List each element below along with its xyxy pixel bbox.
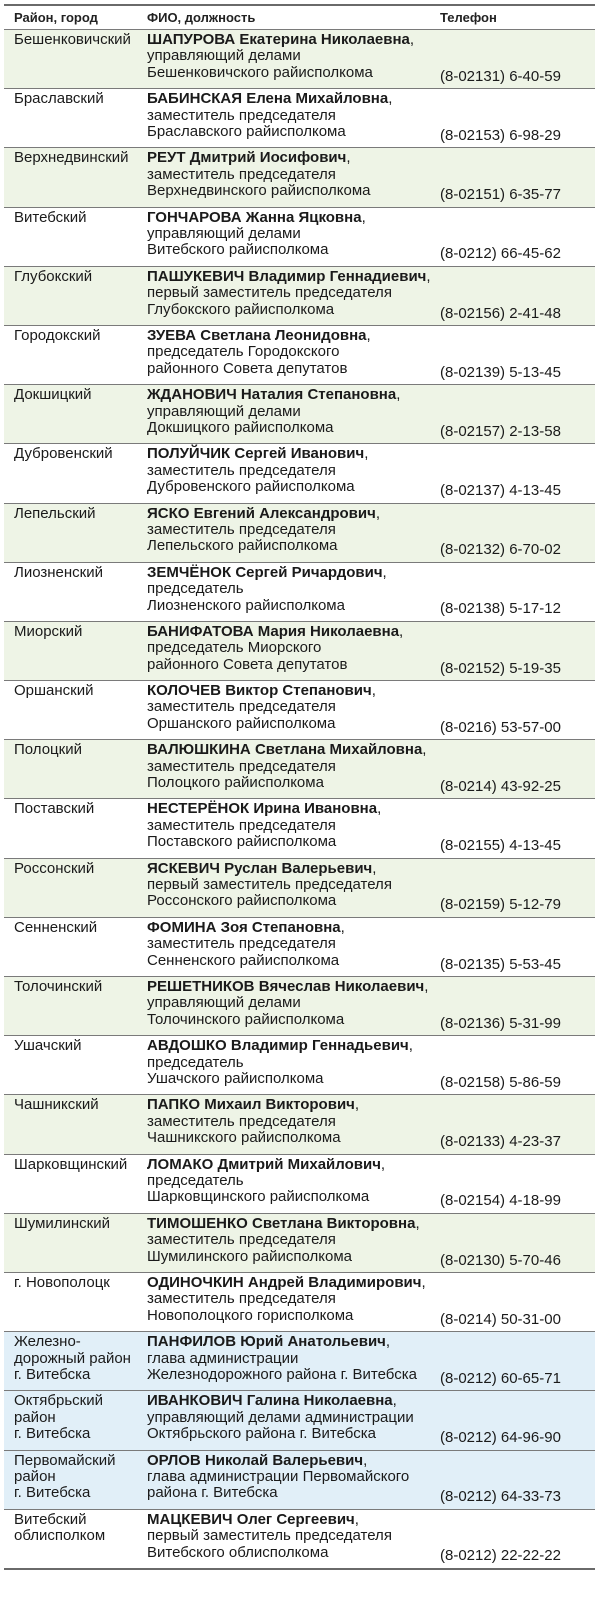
person-name: БАНИФАТОВА Мария Николаевна, <box>147 622 404 640</box>
person-position: заместитель председателя Полоцкого райисполкома <box>147 757 336 792</box>
region-cell: Лиозненский <box>14 563 104 581</box>
phone-number: (8-0214) 43-92-25 <box>440 778 561 796</box>
person-given-name: Олег Сергеевич <box>236 1510 355 1528</box>
phone-number: (8-02139) 5-13-45 <box>440 363 561 381</box>
person-cell <box>147 740 440 798</box>
person-surname: ОДИНОЧКИН <box>147 1273 244 1291</box>
region-cell: Сенненский <box>14 918 98 936</box>
person-cell <box>147 918 440 976</box>
region-cell: Глубокский <box>14 267 93 285</box>
person-position: первый заместитель председателя Россонского райисполкома <box>147 876 392 910</box>
person-name: ШАПУРОВА Екатерина Николаевна, <box>147 31 415 48</box>
person-cell <box>147 326 440 384</box>
person-cell <box>147 1332 440 1390</box>
region-cell: Бешенковичский <box>14 31 131 48</box>
region-cell: Шумилинский <box>14 1214 111 1232</box>
person-cell <box>147 89 440 147</box>
region-cell: Поставский <box>14 800 95 818</box>
phone-number: (8-02135) 5-53-45 <box>440 955 561 973</box>
person-position: председатель Миорского районного Совета депутатов <box>147 639 348 673</box>
person-surname: ВАЛЮШКИНА <box>147 741 251 759</box>
phone-number: (8-0212) 64-33-73 <box>440 1488 561 1506</box>
person-surname: БАБИНСКАЯ <box>147 90 243 108</box>
table-header <box>4 6 595 29</box>
person-name: ФОМИНА Зоя Степановна, <box>147 918 345 936</box>
table-row <box>4 976 595 1035</box>
person-surname: ЗЕМЧЁНОК <box>147 563 232 581</box>
person-given-name: Екатерина Николаевна <box>239 31 410 48</box>
phone-cell <box>440 89 595 147</box>
table-row <box>4 147 595 206</box>
table-row <box>4 207 595 266</box>
person-given-name: Дмитрий Иосифович <box>189 149 347 167</box>
region-cell: Оршанский <box>14 682 94 700</box>
person-name: ЖДАНОВИЧ Наталия Степановна, <box>147 386 401 404</box>
person-cell <box>147 622 440 680</box>
person-position: первый заместитель председателя Витебского облисполкома <box>147 1527 392 1561</box>
phone-number: (8-02131) 6-40-59 <box>440 67 561 85</box>
person-position: председатель Шарковщинского райисполкома <box>147 1171 370 1206</box>
person-position: заместитель председателя Верхнедвинского райисполкома <box>147 165 371 200</box>
phone-cell <box>440 563 595 621</box>
phone-cell <box>440 1510 595 1568</box>
phone-number: (8-02133) 4-23-37 <box>440 1133 561 1151</box>
phone-cell <box>440 622 595 680</box>
phone-number: (8-0216) 53-57-00 <box>440 718 561 736</box>
person-cell <box>147 977 440 1035</box>
phone-number: (8-02136) 5-31-99 <box>440 1014 561 1032</box>
phone-number: (8-02137) 4-13-45 <box>440 482 561 500</box>
person-given-name: Владимир Геннадьевич <box>230 1037 409 1055</box>
phone-cell <box>440 1391 595 1449</box>
person-name: ЛОМАКО Дмитрий Михайлович, <box>147 1155 386 1173</box>
person-name: ТИМОШЕНКО Светлана Викторовна, <box>147 1214 420 1232</box>
person-name: ЯСКО Евгений Александрович, <box>147 504 381 522</box>
person-position: заместитель председателя Оршанского райисполкома <box>147 698 336 732</box>
person-given-name: Михаил Викторович <box>204 1096 355 1114</box>
person-surname: ЯСКО <box>147 504 190 522</box>
person-cell <box>147 1095 440 1153</box>
table-row <box>4 1154 595 1213</box>
person-position: управляющий делами Докшицкого райисполкома <box>147 402 334 436</box>
person-surname: КОЛОЧЕВ <box>147 682 222 700</box>
phone-cell <box>440 1095 595 1153</box>
region-cell: Браславский <box>14 90 104 108</box>
person-surname: ТИМОШЕНКО <box>147 1214 248 1232</box>
person-position: первый заместитель председателя Глубокского райисполкома <box>147 284 392 318</box>
person-cell <box>147 148 440 206</box>
region-cell: Витебский облисполком <box>14 1510 106 1545</box>
person-surname: ГОНЧАРОВА <box>147 208 242 226</box>
person-surname: ПАПКО <box>147 1096 201 1114</box>
phone-cell <box>440 208 595 266</box>
person-cell <box>147 1155 440 1213</box>
person-surname: РЕУТ <box>147 149 186 167</box>
person-given-name: Сергей Ричардович <box>235 563 383 581</box>
region-cell: Шарковщинский <box>14 1155 128 1173</box>
contacts-table <box>4 4 595 1570</box>
table-row <box>4 680 595 739</box>
person-given-name: Дмитрий Михайлович <box>217 1155 381 1173</box>
table-row <box>4 88 595 147</box>
table-row <box>4 1213 595 1272</box>
person-cell <box>147 1214 440 1272</box>
person-cell <box>147 444 440 502</box>
person-given-name: Наталия Степановна <box>240 386 397 404</box>
person-surname: НЕСТЕРЁНОК <box>147 800 250 818</box>
region-cell: г. Новополоцк <box>14 1273 110 1291</box>
phone-cell <box>440 444 595 502</box>
person-position: управляющий делами Бешенковичского райисполкома <box>147 47 373 81</box>
person-name: ЗЕМЧЁНОК Сергей Ричардович, <box>147 563 387 581</box>
phone-number: (8-0212) 64-96-90 <box>440 1429 561 1447</box>
phone-number: (8-02130) 5-70-46 <box>440 1251 561 1269</box>
table-row <box>4 1390 595 1449</box>
phone-number: (8-02152) 5-19-35 <box>440 659 561 677</box>
person-cell <box>147 208 440 266</box>
person-cell <box>147 385 440 443</box>
phone-cell <box>440 385 595 443</box>
person-given-name: Ирина Ивановна <box>253 800 378 818</box>
phone-cell <box>440 267 595 325</box>
table-row <box>4 443 595 502</box>
person-position: заместитель председателя Браславского райисполкома <box>147 106 346 140</box>
phone-cell <box>440 148 595 206</box>
person-given-name: Руслан Валерьевич <box>224 859 373 877</box>
person-given-name: Евгений Александрович <box>193 504 376 522</box>
phone-cell <box>440 977 595 1035</box>
person-name: НЕСТЕРЁНОК Ирина Ивановна, <box>147 800 382 818</box>
person-name: ПАПКО Михаил Викторович, <box>147 1096 360 1114</box>
region-cell: Чашникский <box>14 1096 99 1114</box>
person-given-name: Николай Валерьевич <box>204 1451 364 1469</box>
region-cell: Первомайский район г. Витебска <box>14 1451 116 1502</box>
person-surname: ПОЛУЙЧИК <box>147 445 231 463</box>
person-cell <box>147 1273 440 1331</box>
person-cell <box>147 1036 440 1094</box>
region-cell: Верхнедвинский <box>14 149 129 167</box>
region-cell: Полоцкий <box>14 741 82 759</box>
table-row <box>4 739 595 798</box>
phone-number: (8-02151) 6-35-77 <box>440 186 561 204</box>
table-row <box>4 1331 595 1390</box>
person-position: председатель Лиозненского райисполкома <box>147 580 345 614</box>
table-row <box>4 858 595 917</box>
phone-cell <box>440 1155 595 1213</box>
phone-cell <box>440 740 595 798</box>
person-surname: ЯСКЕВИЧ <box>147 859 220 877</box>
phone-number: (8-02159) 5-12-79 <box>440 896 561 914</box>
phone-number: (8-0214) 50-31-00 <box>440 1310 561 1328</box>
person-given-name: Андрей Владимирович <box>247 1273 422 1291</box>
table-row <box>4 29 595 88</box>
person-position: управляющий делами администрации Октябрьского района г. Витебска <box>147 1408 414 1443</box>
phone-number: (8-0212) 66-45-62 <box>440 245 561 263</box>
person-position: заместитель председателя Дубровенского райисполкома <box>147 461 355 496</box>
table-body <box>4 29 595 1568</box>
person-cell <box>147 30 440 88</box>
phone-cell <box>440 30 595 88</box>
table-row <box>4 798 595 857</box>
table-row <box>4 1035 595 1094</box>
region-cell: Толочинский <box>14 978 103 995</box>
phone-cell <box>440 1214 595 1272</box>
phone-cell <box>440 1332 595 1390</box>
phone-cell <box>440 799 595 857</box>
person-cell <box>147 563 440 621</box>
phone-number: (8-02132) 6-70-02 <box>440 541 561 559</box>
person-given-name: Виктор Степанович <box>225 682 372 700</box>
person-cell <box>147 799 440 857</box>
region-cell: Дубровенский <box>14 445 113 463</box>
person-given-name: Светлана Михайловна <box>254 741 423 759</box>
person-given-name: Елена Михайловна <box>246 90 389 108</box>
phone-number: (8-02138) 5-17-12 <box>440 600 561 618</box>
person-surname: ОРЛОВ <box>147 1451 201 1469</box>
person-cell <box>147 504 440 562</box>
phone-cell <box>440 1036 595 1094</box>
person-surname: ФОМИНА <box>147 918 217 936</box>
person-position: глава администрации Железнодорожного района г. Витебска <box>147 1349 417 1383</box>
person-position: управляющий делами Толочинского райисполкома <box>147 994 345 1028</box>
table-row <box>4 562 595 621</box>
phone-number: (8-02153) 6-98-29 <box>440 126 561 144</box>
phone-number: (8-0212) 60-65-71 <box>440 1369 561 1387</box>
person-given-name: Сергей Иванович <box>234 445 365 463</box>
person-given-name: Светлана Леонидовна <box>200 326 367 344</box>
person-name: РЕУТ Дмитрий Иосифович, <box>147 149 351 167</box>
table-row <box>4 266 595 325</box>
person-name: ИВАНКОВИЧ Галина Николаевна, <box>147 1392 397 1410</box>
header-person: ФИО, должность <box>147 10 256 25</box>
person-cell <box>147 859 440 917</box>
person-name: ЗУЕВА Светлана Леонидовна, <box>147 326 371 344</box>
person-surname: ИВАНКОВИЧ <box>147 1392 243 1410</box>
region-cell: Железно- дорожный район г. Витебска <box>14 1333 131 1383</box>
person-name: ОДИНОЧКИН Андрей Владимирович, <box>147 1273 426 1291</box>
person-name: КОЛОЧЕВ Виктор Степанович, <box>147 682 376 700</box>
person-surname: РЕШЕТНИКОВ <box>147 978 255 995</box>
person-given-name: Зоя Степановна <box>220 918 341 936</box>
person-surname: ЖДАНОВИЧ <box>147 386 237 404</box>
person-name: РЕШЕТНИКОВ Вячеслав Николаевич, <box>147 978 429 995</box>
person-given-name: Галина Николаевна <box>246 1392 393 1410</box>
table-row <box>4 1272 595 1331</box>
person-name: ЯСКЕВИЧ Руслан Валерьевич, <box>147 859 377 877</box>
header-phone: Телефон <box>440 10 497 25</box>
person-cell <box>147 681 440 739</box>
person-name: ПОЛУЙЧИК Сергей Иванович, <box>147 445 369 463</box>
phone-number: (8-02158) 5-86-59 <box>440 1073 561 1091</box>
person-name: ПАШУКЕВИЧ Владимир Геннадиевич, <box>147 267 431 285</box>
person-name: ОРЛОВ Николай Валерьевич, <box>147 1451 368 1469</box>
table-row <box>4 1450 595 1509</box>
person-given-name: Жанна Яцковна <box>245 208 362 226</box>
phone-cell <box>440 504 595 562</box>
person-name: ВАЛЮШКИНА Светлана Михайловна, <box>147 741 427 759</box>
person-position: управляющий делами Витебского райисполкома <box>147 224 329 259</box>
region-cell: Докшицкий <box>14 386 92 404</box>
table-row <box>4 621 595 680</box>
person-surname: МАЦКЕВИЧ <box>147 1510 233 1528</box>
person-given-name: Мария Николаевна <box>257 622 400 640</box>
person-surname: БАНИФАТОВА <box>147 622 254 640</box>
person-position: заместитель председателя Сенненского райисполкома <box>147 935 340 969</box>
person-name: АВДОШКО Владимир Геннадьевич, <box>147 1037 413 1055</box>
person-surname: ПАШУКЕВИЧ <box>147 267 245 285</box>
table-row <box>4 503 595 562</box>
person-position: заместитель председателя Лепельского райисполкома <box>147 520 338 555</box>
region-cell: Городокский <box>14 326 101 344</box>
person-given-name: Вячеслав Николаевич <box>258 978 425 995</box>
person-cell <box>147 1510 440 1568</box>
phone-cell <box>440 918 595 976</box>
person-given-name: Светлана Викторовна <box>252 1214 416 1232</box>
person-position: председатель Городокского районного Совета депутатов <box>147 343 348 377</box>
person-surname: ШАПУРОВА <box>147 31 236 48</box>
person-name: ГОНЧАРОВА Жанна Яцковна, <box>147 208 366 226</box>
phone-cell <box>440 1273 595 1331</box>
phone-cell <box>440 859 595 917</box>
phone-number: (8-0212) 22-22-22 <box>440 1547 561 1565</box>
person-given-name: Владимир Геннадиевич <box>248 267 427 285</box>
person-cell <box>147 1451 440 1509</box>
table-row <box>4 325 595 384</box>
phone-cell <box>440 326 595 384</box>
person-name: ПАНФИЛОВ Юрий Анатольевич, <box>147 1333 391 1351</box>
person-position: заместитель председателя Чашникского райисполкома <box>147 1112 341 1147</box>
region-cell: Миорский <box>14 622 83 640</box>
person-surname: АВДОШКО <box>147 1037 227 1055</box>
table-row <box>4 1509 595 1568</box>
phone-number: (8-02156) 2-41-48 <box>440 304 561 322</box>
phone-cell <box>440 1451 595 1509</box>
region-cell: Октябрьский район г. Витебска <box>14 1392 103 1443</box>
person-name: БАБИНСКАЯ Елена Михайловна, <box>147 90 393 108</box>
person-surname: ПАНФИЛОВ <box>147 1333 237 1351</box>
person-cell <box>147 267 440 325</box>
person-position: председатель Ушачского райисполкома <box>147 1053 324 1087</box>
region-cell: Лепельский <box>14 504 96 522</box>
phone-number: (8-02157) 2-13-58 <box>440 422 561 440</box>
phone-number: (8-02155) 4-13-45 <box>440 837 561 855</box>
person-surname: ЛОМАКО <box>147 1155 214 1173</box>
person-cell <box>147 1391 440 1449</box>
table-row <box>4 917 595 976</box>
table-row <box>4 1094 595 1153</box>
person-position: заместитель председателя Новополоцкого горисполкома <box>147 1290 354 1324</box>
region-cell: Витебский <box>14 208 87 226</box>
person-position: глава администрации Первомайского района г. Витебска <box>147 1467 410 1502</box>
person-position: заместитель председателя Поставского райисполкома <box>147 816 337 851</box>
person-given-name: Юрий Анатольевич <box>240 1333 386 1351</box>
region-cell: Россонский <box>14 859 95 877</box>
phone-number: (8-02154) 4-18-99 <box>440 1192 561 1210</box>
table-row <box>4 384 595 443</box>
header-region: Район, город <box>14 10 98 25</box>
phone-cell <box>440 681 595 739</box>
person-name: МАЦКЕВИЧ Олег Сергеевич, <box>147 1510 359 1528</box>
region-cell: Ушачский <box>14 1037 82 1055</box>
person-position: заместитель председателя Шумилинского райисполкома <box>147 1231 352 1265</box>
person-surname: ЗУЕВА <box>147 326 197 344</box>
